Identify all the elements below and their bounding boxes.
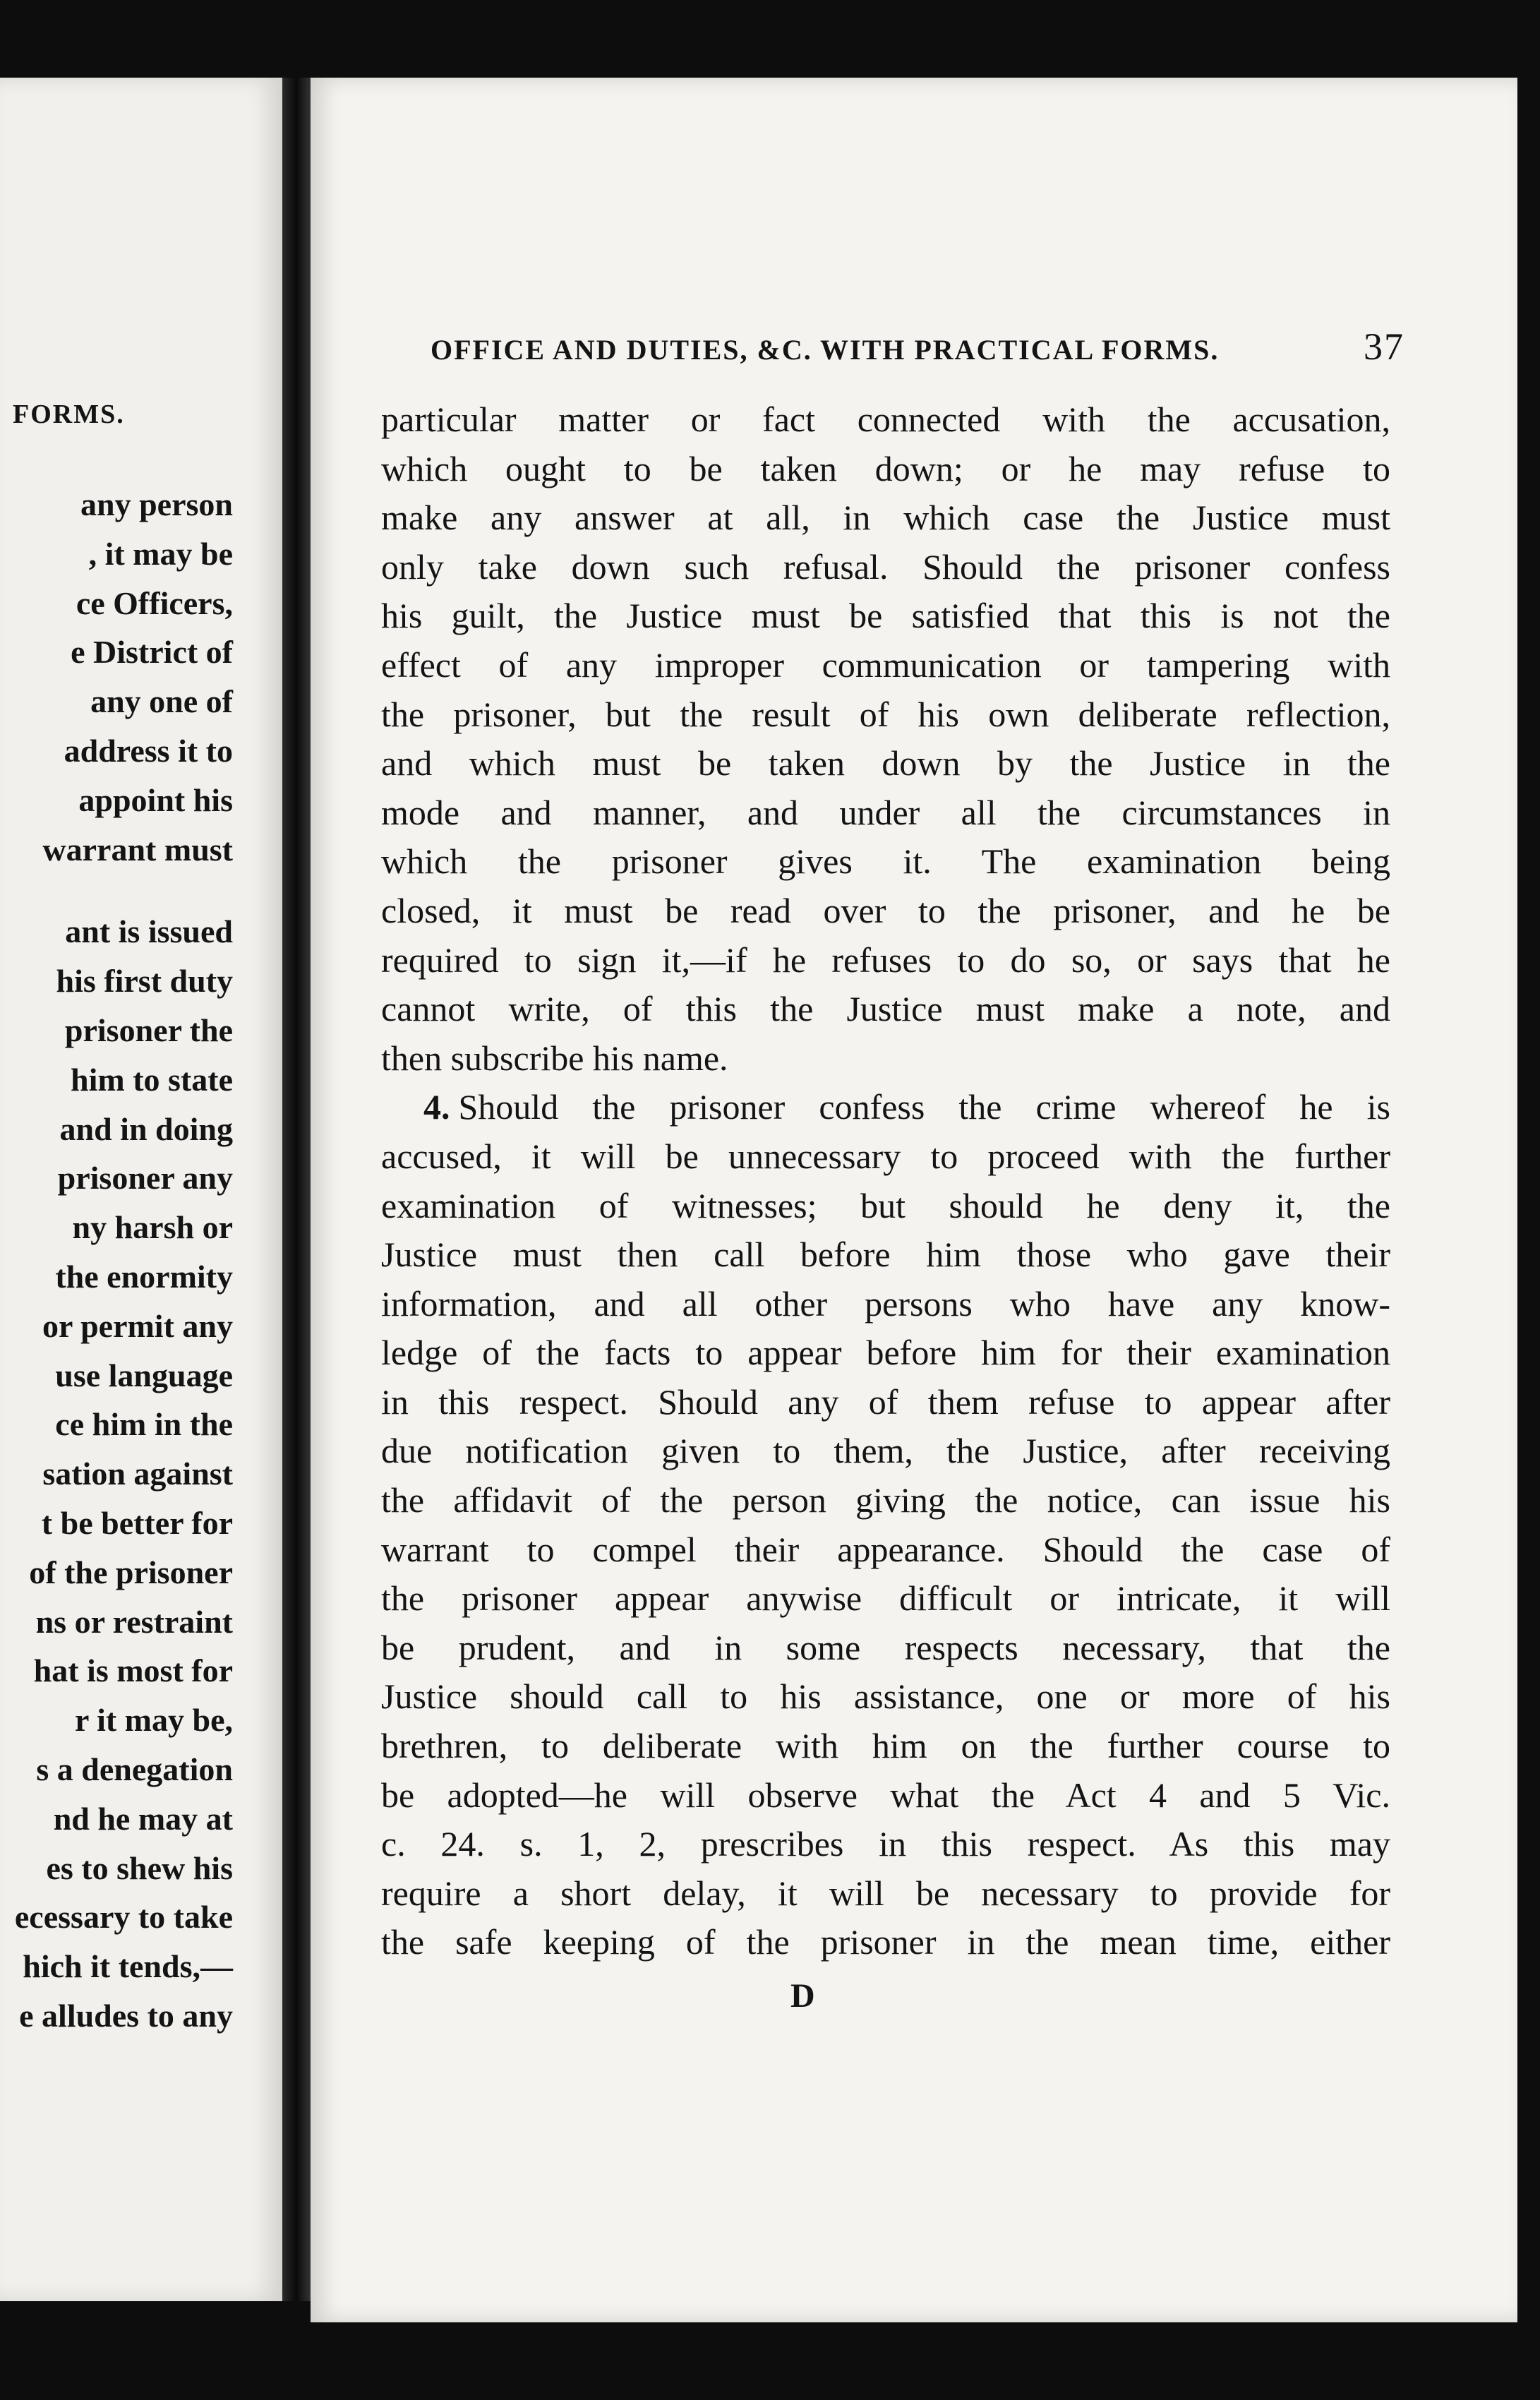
body-text xyxy=(381,395,1390,1967)
left-text-line: ny harsh or xyxy=(72,1209,233,1246)
left-text-line: hich it tends,— xyxy=(23,1948,233,1985)
text-line: in this respect. Should any of them refuse to appear after xyxy=(381,1381,1390,1422)
left-text-line: him to state xyxy=(71,1061,233,1098)
text-line: which ought to be taken down; or he may refuse to xyxy=(381,448,1390,488)
text-line: warrant to compel their appearance. Should the case of xyxy=(381,1529,1390,1569)
text-line: the prisoner appear anywise difficult or intricate, it will xyxy=(381,1578,1390,1619)
left-text-line: s a denegation xyxy=(36,1751,233,1787)
text-line: only take down such refusal. Should the prisoner confess xyxy=(381,546,1390,587)
left-text-line: prisoner any xyxy=(57,1160,233,1196)
left-text-line: t be better for xyxy=(41,1504,233,1541)
text-line: make any answer at all, in which case the Justice must xyxy=(381,498,1390,538)
text-line: Justice must then call before him those who gave their xyxy=(381,1235,1390,1275)
text-line: then subscribe his name. xyxy=(381,1038,728,1078)
left-text-column xyxy=(15,480,233,2041)
text-line: accused, it will be unnecessary to proceed with the further xyxy=(381,1136,1390,1176)
left-page xyxy=(0,78,282,2301)
text-line: examination of witnesses; but should he deny it, the xyxy=(381,1185,1390,1225)
left-text-line: his first duty xyxy=(56,963,233,1000)
paragraph-first-text: Should the prisoner confess the crime whereof he is xyxy=(458,1087,1390,1127)
paragraph-opening-line xyxy=(381,1083,1390,1132)
text-line: and which must be taken down by the Justice in the xyxy=(381,743,1390,784)
text-line: his guilt, the Justice must be satisfied that this is not the xyxy=(381,596,1390,636)
left-text-line: es to shew his xyxy=(46,1849,233,1886)
text-line: c. 24. s. 1, 2, prescribes in this respect. As this may xyxy=(381,1824,1390,1864)
text-line: which the prisoner gives it. The examination being xyxy=(381,841,1390,882)
text-line: ledge of the facts to appear before him for their examination xyxy=(381,1333,1390,1373)
text-line: mode and manner, and under all the circumstances in xyxy=(381,792,1390,832)
left-text-line: sation against xyxy=(42,1456,233,1492)
paragraph-number: 4. xyxy=(423,1087,450,1127)
left-running-head: FORMS. xyxy=(13,400,125,429)
left-text-line: any one of xyxy=(90,683,233,720)
left-text-line: warrant must xyxy=(42,831,233,868)
text-line: cannot write, of this the Justice must make a note, and xyxy=(381,989,1390,1029)
left-text-line: ce Officers, xyxy=(76,584,233,621)
text-line: the safe keeping of the prisoner in the mean time, either xyxy=(381,1922,1390,1962)
running-head xyxy=(431,325,1404,368)
left-text-line: or permit any xyxy=(42,1307,233,1344)
left-text-line: e alludes to any xyxy=(19,1997,233,2034)
left-text-line: ce him in the xyxy=(55,1406,233,1443)
text-line: effect of any improper communication or tampering with xyxy=(381,644,1390,685)
page-number: 37 xyxy=(1364,325,1404,368)
left-text-line: nd he may at xyxy=(53,1800,233,1837)
left-text-line: ecessary to take xyxy=(14,1899,233,1936)
text-line: particular matter or fact connected with the accusation, xyxy=(381,400,1390,439)
text-line: closed, it must be read over to the prisoner, and he be xyxy=(381,890,1390,930)
right-page xyxy=(311,78,1517,2322)
left-text-line: appoint his xyxy=(78,781,233,818)
text-line: due notification given to them, the Justice, after receiving xyxy=(381,1431,1390,1471)
left-text-line: r it may be, xyxy=(74,1702,233,1739)
left-text-line: hat is most for xyxy=(33,1652,233,1689)
text-line: Justice should call to his assistance, one or more of his xyxy=(381,1676,1390,1717)
text-line: the prisoner, but the result of his own deliberate reflection, xyxy=(381,694,1390,734)
left-text-line: e District of xyxy=(71,634,233,671)
text-line: require a short delay, it will be necessary to provide for xyxy=(381,1873,1390,1913)
text-line: brethren, to deliberate with him on the further course to xyxy=(381,1726,1390,1766)
text-line: be prudent, and in some respects necessary, that the xyxy=(381,1627,1390,1667)
left-text-line: ant is issued xyxy=(65,913,233,950)
text-line: be adopted—he will observe what the Act 4 and 5 Vic. xyxy=(381,1775,1390,1815)
signature-mark: D xyxy=(790,1977,815,2015)
left-text-line: use language xyxy=(55,1357,233,1393)
left-text-line: address it to xyxy=(64,732,233,769)
left-text-line: of the prisoner xyxy=(29,1554,233,1590)
left-text-line: , it may be xyxy=(88,535,233,572)
left-text-line: and in doing xyxy=(59,1110,233,1147)
text-line: the affidavit of the person giving the notice, can issue his xyxy=(381,1480,1390,1520)
running-title: OFFICE AND DUTIES, &C. WITH PRACTICAL FORMS. xyxy=(431,334,1220,366)
text-line: required to sign it,—if he refuses to do so, or says that he xyxy=(381,940,1390,980)
left-text-line: ns or restraint xyxy=(35,1603,233,1640)
left-text-line: any person xyxy=(80,486,233,522)
left-text-line: the enormity xyxy=(55,1258,233,1295)
left-text-line: prisoner the xyxy=(64,1012,233,1048)
text-line: information, and all other persons who have any know- xyxy=(381,1283,1390,1324)
book-gutter xyxy=(282,78,311,2301)
